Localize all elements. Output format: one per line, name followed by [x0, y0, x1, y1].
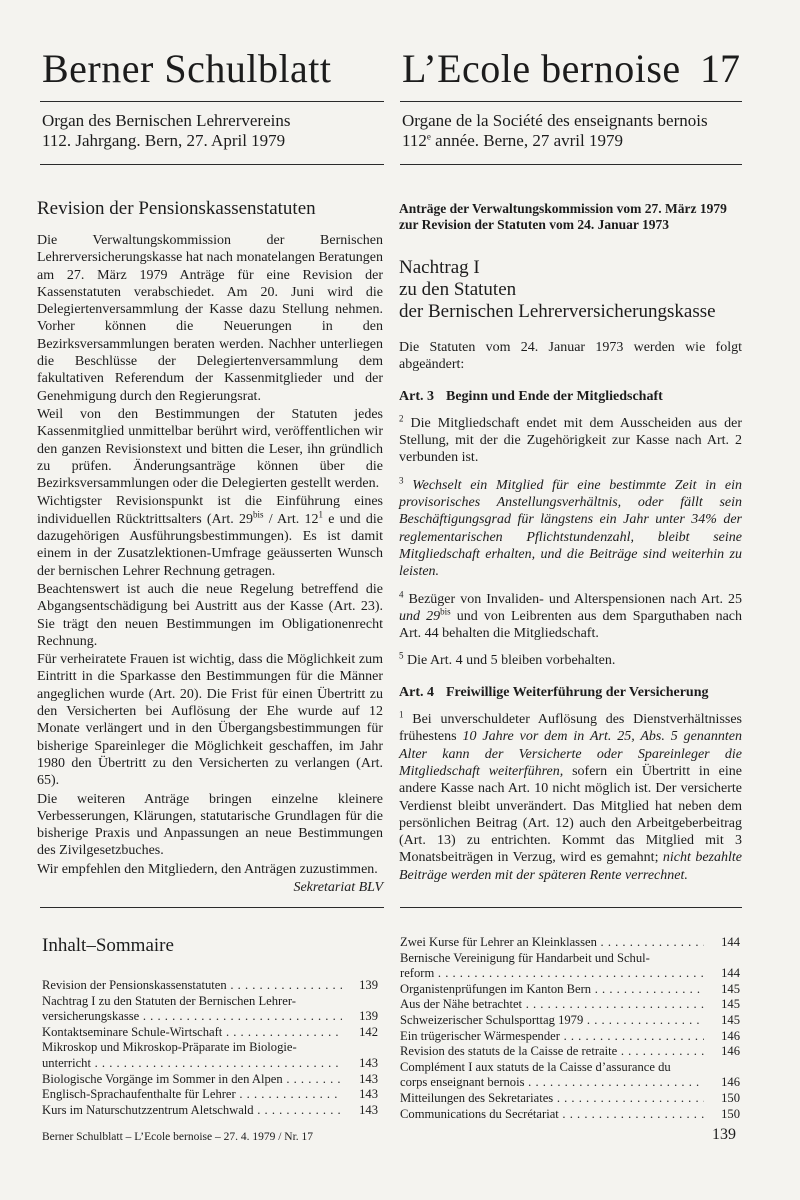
- issue-number: 17: [700, 46, 740, 91]
- toc-item-page: 150: [721, 1090, 740, 1105]
- toc-item-title: Revision der Pensionskassenstatuten . . .: [42, 978, 342, 994]
- art3-title: Beginn und Ende der Mitgliedschaft: [446, 388, 663, 404]
- art3-paragraph-3: [399, 477, 742, 581]
- article-paragraph: Wir empfehlen den Mitgliedern, den Anträgen zuzustimmen.: [37, 861, 378, 877]
- paragraph-text-italic: nicht bezahlte Beiträge werden mit der späteren Rente verrechnet.: [399, 850, 742, 883]
- paragraph-text: / Art. 12: [263, 511, 319, 527]
- toc-item-title: unterricht . . .: [42, 1056, 342, 1072]
- art3-paragraph-5: [399, 652, 742, 669]
- toc-item[interactable]: [400, 997, 740, 1013]
- paragraph-text-italic: 10 Jahre vor dem in Art. 25, Abs. 5 genannten Alter kann der Versicherte oder Spareinleger die Mitgliedschaft weiterführen,: [399, 729, 743, 779]
- article-paragraph: Die Verwaltungskommission der Bernischen Lehrerversicherungskasse hat nach monatelangen Beratungen am 27. März 1979 Anträge für eine Revision der Kassenstatuten verabschiedet. Am 20. Juni wird die Delegiertenversammlung der Kasse dazu Stellung nehmen. Vorher können die Neuerungen in den Bezirksversammlungen beraten werden. Nachher unterliegen die Beschlüsse der Delegiertenversammlung dem fakultativen Referendum der Kassenmitglieder und der Genehmigung durch den Regierungsrat.: [37, 233, 383, 404]
- article-paragraph: Weil von den Bestimmungen der Statuten jedes Kassenmitglied unmittelbar berührt wird, veröffentlichen wir den ganzen Revisionstext und bitten die Leser, ihn gründlich zu prüfen. Änderungsanträge können über die Bezirksversammlungen oder die Delegierten gestellt werden.: [37, 406, 383, 492]
- art3-heading: [399, 388, 742, 405]
- article-paragraph: Die weiteren Anträge bringen einzelne kleinere Verbesserungen, Klärungen, statutarische Grundlagen für die bisherige Praxis und Anpassungen an neue Bestimmungen des Zivilgesetzbuches.: [37, 791, 383, 859]
- toc-item-page: 145: [721, 1012, 740, 1027]
- subtitle-fr-line2: [402, 131, 708, 151]
- toc-item[interactable]: [42, 1103, 378, 1119]
- paragraph-number: 4: [399, 588, 404, 599]
- paragraph-text-italic: und 29: [399, 608, 441, 624]
- paragraph-number: 3: [399, 475, 404, 486]
- toc-item-title-line1: Mikroskop und Mikroskop-Präparate im Biologie-: [42, 1040, 297, 1055]
- nachtrag-line: der Bernischen Lehrerversicherungskasse: [399, 301, 716, 322]
- art3-paragraph-2: [399, 415, 742, 467]
- article-paragraph: Beachtenswert ist auch die neue Regelung betreffend die Abgangsentschädigung bei Austritt aus der Kasse (Art. 23). Sie trägt den neuen Bestimmungen im Obligationenrecht Rechnung.: [37, 581, 383, 649]
- subtitle-rule-left: [40, 164, 384, 165]
- toc-item[interactable]: [400, 1044, 740, 1060]
- paragraph-text: Bezüger von Invaliden- und Alterspensionen nach Art. 25: [403, 591, 742, 607]
- paragraph-number: 1: [399, 709, 404, 720]
- toc-item[interactable]: [400, 966, 740, 982]
- art3-number: Art. 3: [399, 388, 434, 404]
- nachtrag-line: zu den Statuten: [399, 279, 517, 300]
- toc-item-page: 144: [721, 935, 740, 949]
- toc-item-title: corps enseignant bernois . . .: [400, 1075, 704, 1091]
- subtitle-fr: [402, 111, 708, 151]
- article-paragraph: [37, 493, 383, 579]
- toc-item-page: 144: [721, 966, 740, 981]
- toc-item-title: Aus der Nähe betrachtet . . .: [400, 997, 704, 1013]
- footer-page-number: 139: [712, 1126, 736, 1143]
- paragraph-text: Bei unverschuldeter Auflösung des Dienstverhältnisses frühestens: [399, 712, 742, 745]
- toc-item-title: Mitteilungen des Sekretariates . . .: [400, 1091, 704, 1107]
- contents-left: [42, 978, 378, 1118]
- article-paragraph: Für verheiratete Frauen ist wichtig, dass die Möglichkeit zum Eintritt in die Sparkasse den Bestimmungen für die Männer angeglichen wurde (Art. 20). Die Frist für einen Übertritt zu den Versicherten bei Auflösung der Ehe wurde auf 12 Monate verlängert und in den Übergangsbestimmungen für bisherige Spareinleger die Möglichkeit geschaffen, im Jahr 1980 den Übertritt zu den Versicherten zu verlangen (Art. 65).: [37, 652, 383, 789]
- toc-item-title: Kurs im Naturschutzzentrum Aletschwald . . .: [42, 1103, 342, 1119]
- toc-item-title: Englisch-Sprachaufenthalte für Lehrer . . .: [42, 1087, 342, 1103]
- toc-item-page: 146: [721, 1028, 740, 1043]
- toc-item-page: 143: [359, 1055, 378, 1070]
- paragraph-text: sofern ein Übertritt in eine andere Kasse nach Art. 10 nicht möglich ist. Der versicherte Verdienst bleibt unverändert. Das Mitglied hat neben dem persönlichen Beitrag (Art. 12) auch den Arbeitgeberbeitrag (Art. 13) zu entrichten. Kommt das Mitglied mit 3 Monatsbeiträgen in Verzug, wird es gemahnt;: [399, 763, 742, 866]
- paragraph-text: und von Leibrenten aus dem Sparguthaben nach Art. 44 behalten die Mitgliedschaft.: [399, 608, 743, 642]
- toc-item-page: 146: [721, 1044, 740, 1059]
- signature: Sekretariat BLV: [293, 879, 383, 895]
- toc-item[interactable]: [42, 1025, 378, 1041]
- left-article: [37, 198, 383, 896]
- superscript: bis: [252, 509, 264, 520]
- nachtrag-line: Nachtrag I: [399, 257, 480, 278]
- signature-row: [37, 879, 383, 896]
- toc-item-title: versicherungskasse . . .: [42, 1009, 342, 1025]
- subtitle-de: [42, 111, 290, 151]
- paragraph-text: Die Art. 4 und 5 bleiben vorbehalten.: [403, 653, 616, 669]
- toc-item-title: Ein trügerischer Wärmespender . . .: [400, 1029, 704, 1045]
- toc-item-title-line1: Bernische Vereinigung für Handarbeit und Schul-: [400, 950, 650, 965]
- toc-item-title: reform . . .: [400, 966, 704, 982]
- art4-paragraph-1: [399, 711, 742, 884]
- toc-item-page: 139: [359, 1009, 378, 1024]
- toc-item[interactable]: [400, 1091, 740, 1107]
- toc-item-title: Zwei Kurse für Lehrer an Kleinklassen . . .: [400, 935, 704, 951]
- toc-item-page: 143: [359, 1087, 378, 1102]
- toc-item-title: Organistenprüfungen im Kanton Bern . . .: [400, 982, 704, 998]
- toc-item-title: Revision des statuts de la Caisse de retraite . . .: [400, 1044, 704, 1060]
- masthead-rule-left: [40, 101, 384, 102]
- toc-item-page: 145: [721, 997, 740, 1012]
- masthead-rule-right: [400, 101, 742, 102]
- subtitle-fr-year: 112: [402, 131, 427, 150]
- toc-item-title: Communications du Secrétariat . . .: [400, 1107, 704, 1123]
- toc-item-title: Biologische Vorgänge im Sommer in den Alpen . . .: [42, 1072, 342, 1088]
- toc-item[interactable]: [400, 1107, 740, 1123]
- masthead-title-de: Berner Schulblatt: [42, 46, 332, 91]
- subtitle-fr-line1: Organe de la Société des enseignants bernois: [402, 111, 708, 130]
- toc-item-title: Schweizerischer Schulsporttag 1979 . . .: [400, 1013, 704, 1029]
- intro-paragraph: Die Statuten vom 24. Januar 1973 werden wie folgt abgeändert:: [399, 340, 742, 373]
- subtitle-fr-date: année. Berne, 27 avril 1979: [430, 131, 624, 150]
- toc-item[interactable]: [400, 1029, 740, 1045]
- toc-item[interactable]: [400, 935, 740, 951]
- paragraph-number: 5: [399, 650, 404, 661]
- toc-item[interactable]: [42, 1009, 378, 1025]
- art4-heading: [399, 684, 742, 701]
- paragraph-text: Wichtigster Revisionspunkt ist die Einführung eines individuellen Rücktrittsalters (Art. 29: [37, 494, 383, 527]
- toc-item-page: 150: [721, 1106, 740, 1121]
- paragraph-text: e und die dazugehörigen Ausführungsbestimmungen). Es ist damit einem in der Zusatzlektionen-Umfrage geäusserten Wunsch der bernischen Lehrer Rechnung getragen.: [37, 511, 383, 579]
- toc-item[interactable]: [42, 1087, 378, 1103]
- toc-item[interactable]: [42, 1072, 378, 1088]
- article-heading: Revision der Pensionskassenstatuten: [37, 198, 316, 219]
- toc-item[interactable]: [42, 1056, 378, 1072]
- subtitle-fr-sup: e: [426, 131, 431, 142]
- toc-item[interactable]: [400, 1013, 740, 1029]
- right-article: [399, 198, 742, 894]
- paragraph-number: 2: [399, 413, 404, 424]
- toc-item-title-line1: Complément I aux statuts de la Caisse d’assurance du: [400, 1059, 671, 1074]
- superscript: bis: [440, 606, 451, 617]
- nachtrag-heading: [399, 257, 742, 323]
- contents-right: [400, 935, 740, 1122]
- paragraph-text: Die Mitgliedschaft endet mit dem Ausscheiden aus der Stellung, mit der die Zugehörigkeit zur Kasse nach Art. 2 verbunden ist.: [399, 415, 742, 466]
- commission-heading: Anträge der Verwaltungskommission vom 27. März 1979 zur Revision der Statuten vom 24. Januar 1973: [399, 201, 727, 232]
- toc-item[interactable]: [42, 978, 378, 994]
- subtitle-de-line1: Organ des Bernischen Lehrervereins: [42, 111, 291, 130]
- toc-item-page: 143: [359, 1071, 378, 1086]
- contents-rule-right: [400, 907, 742, 908]
- contents-title: Inhalt–Sommaire: [42, 935, 174, 956]
- footer-citation: Berner Schulblatt – L’Ecole bernoise – 27. 4. 1979 / Nr. 17: [42, 1131, 314, 1143]
- art4-number: Art. 4: [399, 684, 434, 700]
- toc-item-page: 142: [359, 1024, 378, 1039]
- paragraph-text-italic: Wechselt ein Mitglied für eine bestimmte Zeit in ein provisorisches Anstellungsverhältnis, oder fällt sein Beschäftigungsgrad für längstens ein Jahr unter 34% der reglementarischen Pflichtstundenzahl, bleibt seine Mitgliedschaft erhalten, und die Beiträge sind weiterhin zu leisten.: [399, 477, 742, 580]
- masthead-title-fr: L’Ecole bernoise: [402, 46, 681, 91]
- toc-item[interactable]: [400, 982, 740, 998]
- contents-rule-left: [40, 907, 384, 908]
- toc-item-title-line1: Nachtrag I zu den Statuten der Bernischen Lehrer-: [42, 993, 296, 1008]
- subtitle-de-line2: 112. Jahrgang. Bern, 27. April 1979: [42, 131, 286, 150]
- art3-paragraph-4: [399, 588, 743, 643]
- art4-title: Freiwillige Weiterführung der Versicherung: [446, 684, 709, 700]
- toc-item-page: 139: [359, 978, 378, 992]
- toc-item-page: 146: [721, 1075, 740, 1090]
- toc-item-page: 145: [721, 981, 740, 996]
- toc-item-title: Kontaktseminare Schule-Wirtschaft . . .: [42, 1025, 342, 1041]
- superscript: 1: [318, 509, 323, 520]
- toc-item-page: 143: [359, 1102, 378, 1117]
- toc-item[interactable]: [400, 1075, 740, 1091]
- subtitle-rule-right: [400, 164, 742, 165]
